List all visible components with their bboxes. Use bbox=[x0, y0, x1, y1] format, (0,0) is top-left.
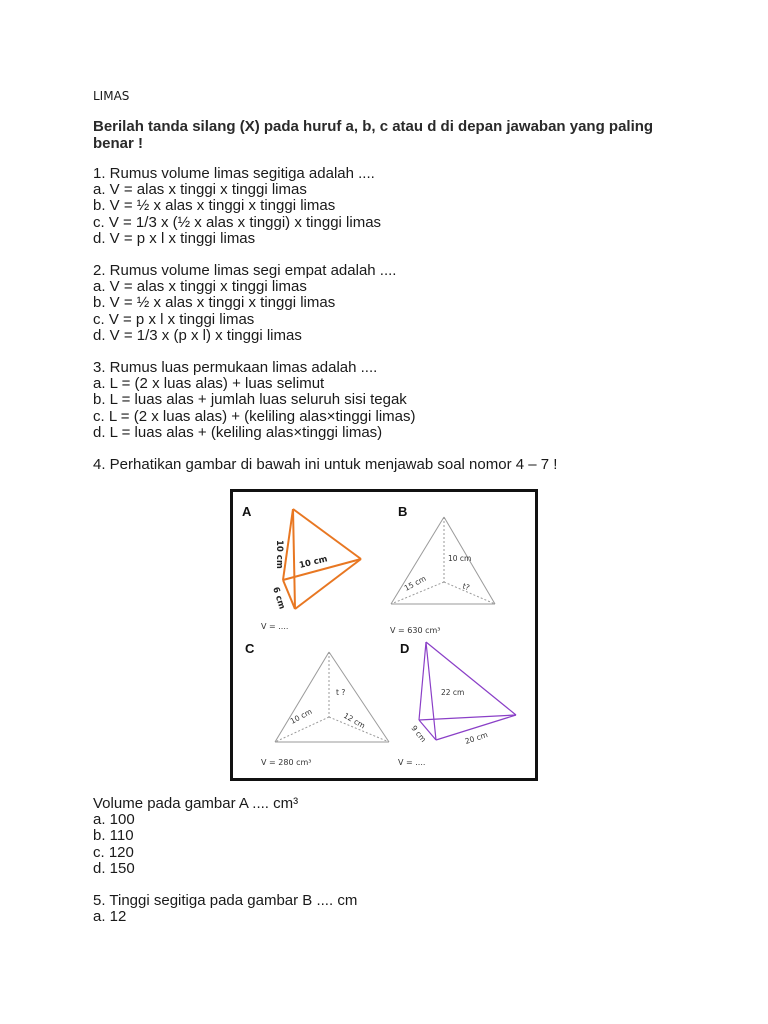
pyramid-d-height: 22 cm bbox=[441, 688, 465, 697]
pyramid-b-volume: V = 630 cm³ bbox=[390, 626, 441, 635]
panel-b-letter: B bbox=[398, 504, 408, 519]
pyramid-c bbox=[245, 641, 389, 767]
panel-d-letter: D bbox=[400, 641, 410, 656]
answer-option: b. L = luas alas + jumlah luas seluruh sisi tegak bbox=[93, 391, 407, 409]
pyramid-d bbox=[398, 641, 516, 767]
pyramid-c-shape bbox=[275, 652, 389, 742]
answer-option: d. L = luas alas + (keliling alas×tinggi limas) bbox=[93, 423, 383, 441]
pyramid-b-height: 10 cm bbox=[448, 554, 472, 563]
pyramid-c-t: t ? bbox=[336, 688, 346, 697]
answer-option: b. 110 bbox=[93, 827, 134, 845]
question-3 bbox=[93, 360, 693, 441]
pyramid-b-side: 15 cm bbox=[402, 573, 428, 593]
answer-option: d. V = 1/3 x (p x l) x tinggi limas bbox=[93, 326, 302, 344]
pyramid-a bbox=[242, 504, 361, 631]
question-5 bbox=[93, 893, 693, 925]
question-stem: 5. Tinggi segitiga pada gambar B .... cm bbox=[93, 892, 358, 910]
answer-option: a. V = alas x tinggi x tinggi limas bbox=[93, 181, 307, 199]
answer-option: c. V = p x l x tinggi limas bbox=[93, 310, 255, 328]
after-figure-section bbox=[93, 796, 693, 941]
pyramid-d-volume: V = .... bbox=[398, 758, 426, 767]
doc-title: LIMAS bbox=[93, 89, 130, 103]
pyramid-d-base: 20 cm bbox=[463, 730, 489, 746]
instruction-text: Berilah tanda silang (X) pada huruf a, b, c atau d di depan jawaban yang paling benar ! bbox=[93, 118, 654, 152]
pyramid-c-side-right: 12 cm bbox=[342, 710, 367, 731]
pyramid-c-side-left: 10 cm bbox=[288, 706, 314, 726]
document-page bbox=[93, 88, 693, 489]
answer-option: d. 150 bbox=[93, 859, 135, 877]
question-stem: Volume pada gambar A .... cm³ bbox=[93, 795, 299, 812]
question-1 bbox=[93, 166, 693, 247]
answer-option: c. L = (2 x luas alas) + (keliling alas×tinggi limas) bbox=[93, 407, 416, 425]
answer-option: b. V = ½ x alas x tinggi x tinggi limas bbox=[93, 294, 336, 312]
pyramid-d-shape bbox=[419, 642, 516, 740]
pyramid-a-base-side: 6 cm bbox=[270, 585, 287, 611]
answer-option: a. 100 bbox=[93, 811, 135, 829]
panel-a-letter: A bbox=[242, 504, 252, 519]
pyramid-a-base-top: 10 cm bbox=[298, 554, 329, 571]
answer-option: a. V = alas x tinggi x tinggi limas bbox=[93, 278, 307, 296]
answer-option: b. V = ½ x alas x tinggi x tinggi limas bbox=[93, 197, 336, 215]
answer-option: c. V = 1/3 x (½ x alas x tinggi) x tinggi limas bbox=[93, 213, 382, 231]
pyramid-d-side: 9 cm bbox=[409, 723, 428, 744]
pyramid-figure bbox=[230, 489, 538, 781]
answer-option: a. L = (2 x luas alas) + luas selimut bbox=[93, 375, 325, 393]
panel-c-letter: C bbox=[245, 641, 255, 656]
pyramid-diagram bbox=[233, 492, 535, 778]
question-4 bbox=[93, 457, 693, 473]
pyramid-b bbox=[390, 504, 495, 635]
pyramid-b-t: t? bbox=[461, 581, 471, 593]
question-4-answers bbox=[93, 796, 693, 877]
question-stem: 1. Rumus volume limas segitiga adalah .... bbox=[93, 165, 375, 182]
pyramid-a-volume: V = .... bbox=[261, 622, 289, 631]
pyramid-c-volume: V = 280 cm³ bbox=[261, 758, 312, 767]
answer-option: c. 120 bbox=[93, 843, 134, 861]
question-stem: 2. Rumus volume limas segi empat adalah .... bbox=[93, 262, 397, 280]
question-stem: 3. Rumus luas permukaan limas adalah .... bbox=[93, 359, 378, 377]
question-2 bbox=[93, 263, 693, 344]
answer-option: a. 12 bbox=[93, 908, 127, 926]
answer-option: d. V = p x l x tinggi limas bbox=[93, 229, 256, 247]
pyramid-a-height: 10 cm bbox=[274, 540, 284, 569]
question-stem: 4. Perhatikan gambar di bawah ini untuk menjawab soal nomor 4 – 7 ! bbox=[93, 456, 558, 474]
